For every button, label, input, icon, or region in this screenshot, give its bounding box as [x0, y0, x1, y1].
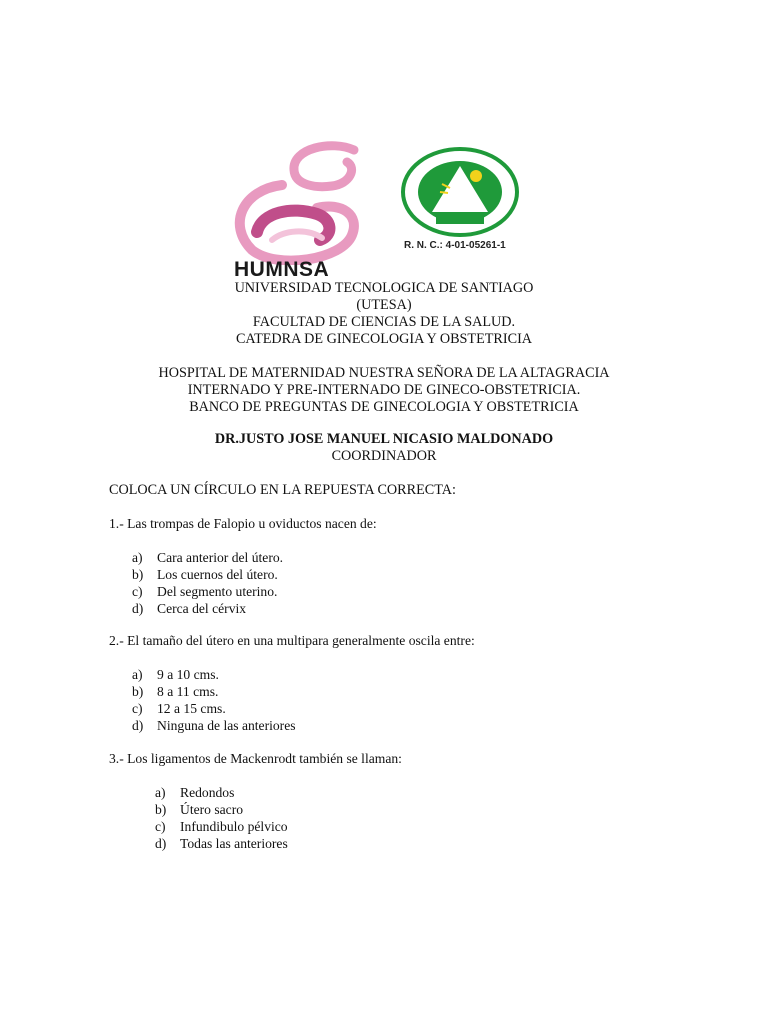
utesa-seal-icon	[398, 146, 522, 238]
hospital-name: HOSPITAL DE MATERNIDAD NUESTRA SEÑORA DE LA ALTAGRACIA	[158, 365, 610, 381]
question-1: 1.- Las trompas de Falopio u oviductos nacen de:	[109, 516, 377, 531]
option-item[interactable]: c) Infundibulo pélvico	[155, 819, 288, 834]
option-item[interactable]: b) 8 a 11 cms.	[132, 684, 219, 699]
university-abbr: (UTESA)	[356, 297, 412, 313]
option-item[interactable]: a) 9 a 10 cms.	[132, 667, 219, 682]
question-2: 2.- El tamaño del útero en una multipara generalmente oscila entre:	[109, 633, 475, 648]
option-item[interactable]: d) Cerca del cérvix	[132, 601, 247, 616]
option-item[interactable]: d) Todas las anteriores	[155, 836, 288, 851]
humnsa-mother-child-icon	[222, 140, 362, 265]
question-bank-title: BANCO DE PREGUNTAS DE GINECOLOGIA Y OBSTETRICIA	[189, 399, 579, 415]
question-1-options	[132, 549, 283, 617]
option-item[interactable]: b) Los cuernos del útero.	[132, 567, 278, 582]
option-item[interactable]: c) Del segmento uterino.	[132, 584, 278, 599]
coordinator-name: DR.JUSTO JOSE MANUEL NICASIO MALDONADO	[214, 431, 554, 447]
program-name: INTERNADO Y PRE-INTERNADO DE GINECO-OBSTETRICIA.	[187, 382, 581, 398]
humnsa-wordmark: HUMNSA	[234, 258, 330, 281]
coordinator-block	[0, 431, 768, 465]
option-item[interactable]: a) Redondos	[155, 785, 235, 800]
option-item[interactable]: c) 12 a 15 cms.	[132, 701, 226, 716]
question-3-options	[155, 784, 288, 852]
hospital-header	[0, 365, 768, 416]
coordinator-title: COORDINADOR	[331, 448, 437, 464]
question-2-options	[132, 666, 296, 734]
humnsa-logo	[222, 140, 362, 285]
utesa-seal	[398, 146, 526, 256]
utesa-rnc: R. N. C.: 4-01-05261-1	[404, 240, 506, 251]
option-item[interactable]: a) Cara anterior del útero.	[132, 550, 284, 565]
university-header	[0, 280, 768, 348]
option-item[interactable]: b) Útero sacro	[155, 802, 244, 817]
faculty-name: FACULTAD DE CIENCIAS DE LA SALUD.	[252, 314, 516, 330]
university-name: UNIVERSIDAD TECNOLOGICA DE SANTIAGO	[234, 280, 534, 296]
option-item[interactable]: d) Ninguna de las anteriores	[132, 718, 296, 733]
instructions: COLOCA UN CÍRCULO EN LA REPUESTA CORRECTA:	[109, 482, 456, 498]
chair-name: CATEDRA DE GINECOLOGIA Y OBSTETRICIA	[235, 331, 533, 347]
question-3: 3.- Los ligamentos de Mackenrodt también se llaman:	[109, 751, 402, 766]
